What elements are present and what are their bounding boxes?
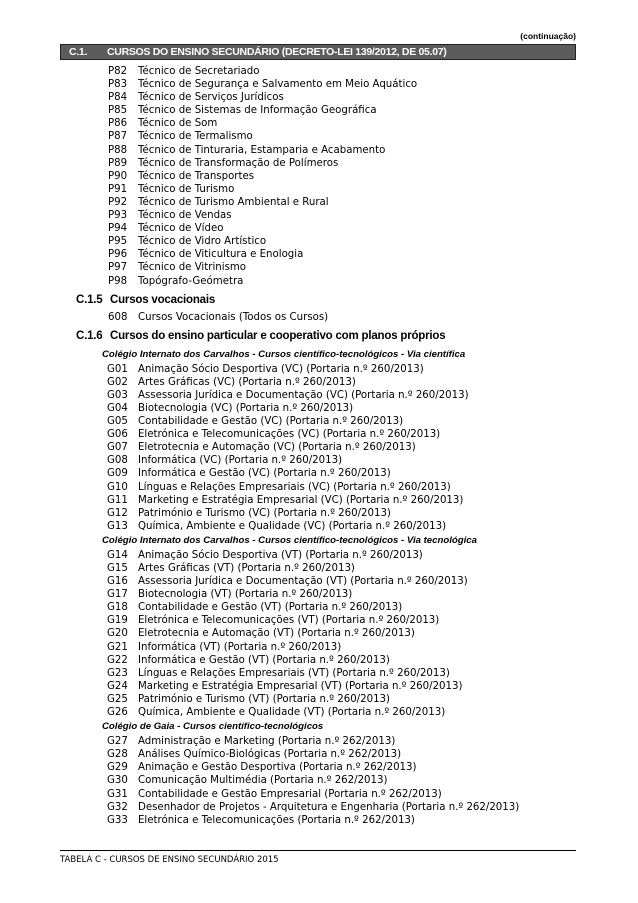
course-name: Técnico de Secretariado (138, 66, 260, 77)
course-row (0, 481, 638, 494)
course-row (0, 389, 638, 402)
course-row (0, 363, 638, 376)
course-name: Técnico de Vidro Artístico (138, 236, 267, 248)
course-name: Artes Gráficas (VT) (Portaria n.º 260/2013) (138, 563, 355, 574)
course-name: Administração e Marketing (Portaria n.º 262/2013) (138, 736, 396, 748)
course-code: G20 (107, 628, 128, 640)
section-number: C.1.6 (76, 329, 103, 342)
course-row (0, 814, 638, 827)
course-name: Técnico de Turismo Ambiental e Rural (138, 196, 329, 208)
section-title: Cursos do ensino particular e cooperativo com planos próprios (110, 329, 446, 342)
course-code: G15 (107, 563, 128, 574)
course-row (0, 78, 638, 91)
course-code: G21 (107, 641, 128, 653)
course-code: P96 (108, 249, 128, 261)
course-row (0, 235, 638, 248)
course-name: Técnico de Segurança e Salvamento em Meio Aquático (138, 79, 418, 91)
course-row (0, 774, 638, 787)
course-row (0, 441, 638, 454)
course-row (0, 117, 638, 130)
course-code: P89 (108, 157, 128, 169)
course-name: Animação e Gestão Desportiva (Portaria n.º 262/2013) (138, 762, 417, 774)
course-code: G24 (107, 680, 128, 692)
course-name: Eletrotecnia e Automação (VC) (Portaria n.º 260/2013) (138, 442, 416, 454)
banner-code: C.1. (69, 46, 88, 58)
course-name: Línguas e Relações Empresariais (VT) (Portaria n.º 260/2013) (138, 667, 450, 679)
course-row (0, 761, 638, 774)
course-row (0, 428, 638, 441)
course-name: Assessoria Jurídica e Documentação (VC) (Portaria n.º 260/2013) (138, 389, 469, 401)
course-code: G06 (107, 429, 128, 441)
course-code: P98 (108, 275, 128, 287)
course-row (0, 65, 638, 78)
course-name: Análises Químico-Biológicas (Portaria n.º 262/2013) (138, 749, 402, 761)
group-title (0, 719, 638, 735)
course-row (0, 261, 638, 274)
course-code: P93 (108, 210, 128, 222)
course-name: Contabilidade e Gestão (VC) (Portaria n.º 260/2013) (138, 416, 404, 428)
course-code: G08 (107, 455, 128, 467)
course-code: G26 (107, 707, 128, 719)
course-row (0, 415, 638, 428)
course-row (0, 801, 638, 814)
course-name: Eletrotecnia e Automação (VT) (Portaria n.º 260/2013) (138, 628, 415, 640)
course-row (0, 507, 638, 520)
course-code: P86 (108, 118, 128, 130)
course-row (0, 275, 638, 288)
course-code: G19 (107, 615, 128, 627)
course-name: Biotecnologia (VT) (Portaria n.º 260/2013) (138, 589, 353, 601)
course-row (0, 520, 638, 533)
course-code: G04 (107, 402, 128, 414)
course-code: G02 (107, 376, 128, 388)
course-name: Informática e Gestão (VT) (Portaria n.º 260/2013) (138, 654, 390, 666)
section-number: C.1.5 (76, 293, 103, 306)
course-row (0, 196, 638, 209)
course-name: Património e Turismo (VT) (Portaria n.º 260/2013) (138, 693, 391, 705)
course-row (0, 788, 638, 801)
course-name: Informática (VT) (Portaria n.º 260/2013) (138, 641, 342, 653)
banner-title: CURSOS DO ENSINO SECUNDÁRIO (DECRETO-LEI 139/2012, DE 05.07) (107, 46, 447, 58)
course-code: G10 (107, 481, 128, 493)
course-code: P97 (108, 262, 128, 274)
course-code: G09 (107, 468, 128, 480)
group-title (0, 533, 638, 549)
professional-course-list (0, 65, 638, 288)
course-row (0, 667, 638, 680)
course-name: Artes Gráficas (VC) (Portaria n.º 260/2013) (138, 376, 356, 388)
course-code: G14 (107, 549, 128, 561)
course-code: G13 (107, 520, 128, 532)
course-row (0, 680, 638, 693)
course-row (0, 641, 638, 654)
course-code: G12 (107, 507, 128, 519)
course-name: Técnico de Som (138, 118, 218, 130)
course-name: Química, Ambiente e Qualidade (VC) (Portaria n.º 260/2013) (138, 520, 447, 532)
page-footer: TABELA C - CURSOS DE ENSINO SECUNDÁRIO 2015 (60, 855, 279, 865)
group-title-text: Colégio Internato dos Carvalhos - Cursos científico-tecnológicos - Via tecnológica (102, 534, 477, 546)
course-row (0, 693, 638, 706)
course-code: P94 (108, 223, 128, 235)
section-heading-c16 (0, 324, 638, 347)
course-name: Técnico de Viticultura e Enologia (138, 249, 304, 261)
course-code: G33 (107, 814, 128, 826)
course-code: G18 (107, 602, 128, 614)
course-name: Informática e Gestão (VC) (Portaria n.º 260/2013) (138, 468, 391, 480)
course-code: G05 (107, 416, 128, 428)
section-heading-c15 (0, 288, 638, 311)
course-code: P87 (108, 131, 128, 143)
course-code: G01 (107, 363, 128, 375)
course-code: G16 (107, 576, 128, 588)
course-code: P85 (108, 105, 128, 117)
course-row (0, 157, 638, 170)
course-code: G23 (107, 667, 128, 679)
course-code: P88 (108, 144, 128, 156)
course-name: Topógrafo-Geómetra (138, 275, 244, 287)
course-name: Informática (VC) (Portaria n.º 260/2013) (138, 455, 343, 467)
course-name: Contabilidade e Gestão (VT) (Portaria n.º 260/2013) (138, 602, 403, 614)
group-title-text: Colégio Internato dos Carvalhos - Cursos científico-tecnológicos - Via científica (102, 348, 466, 360)
course-row (0, 144, 638, 157)
course-row (0, 170, 638, 183)
section-banner (60, 44, 576, 60)
course-row (0, 706, 638, 719)
course-name: Técnico de Vendas (138, 210, 232, 222)
course-row (0, 614, 638, 627)
course-code: G11 (107, 494, 128, 506)
course-name: Património e Turismo (VC) (Portaria n.º 260/2013) (138, 507, 391, 519)
course-name: Marketing e Estratégia Empresarial (VT) (Portaria n.º 260/2013) (138, 680, 463, 692)
course-name: Técnico de Tinturaria, Estamparia e Acabamento (138, 144, 386, 156)
course-code: G30 (107, 775, 128, 787)
course-name: Eletrónica e Telecomunicações (VT) (Portaria n.º 260/2013) (138, 615, 440, 627)
course-code: G17 (107, 589, 128, 601)
course-row (0, 735, 638, 748)
course-name: Biotecnologia (VC) (Portaria n.º 260/2013) (138, 402, 354, 414)
course-list (0, 65, 638, 827)
course-code: G29 (107, 762, 128, 774)
course-name: Eletrónica e Telecomunicações (VC) (Portaria n.º 260/2013) (138, 429, 441, 441)
course-row (0, 562, 638, 575)
course-name: Contabilidade e Gestão Empresarial (Portaria n.º 262/2013) (138, 788, 442, 800)
course-row (0, 402, 638, 415)
course-code: G27 (107, 736, 128, 748)
course-row (0, 601, 638, 614)
course-code: P84 (108, 92, 128, 104)
course-code: G25 (107, 693, 128, 705)
course-name: Técnico de Turismo (138, 183, 235, 195)
course-row (0, 222, 638, 235)
course-row (0, 454, 638, 467)
course-row (0, 588, 638, 601)
course-code: G03 (107, 389, 128, 401)
course-name: Animação Sócio Desportiva (VC) (Portaria n.º 260/2013) (138, 363, 424, 375)
course-code: G28 (107, 749, 128, 761)
course-name: Técnico de Transportes (138, 170, 255, 182)
course-row (0, 91, 638, 104)
course-code: P83 (108, 79, 128, 91)
course-code: G32 (107, 801, 128, 813)
course-row (0, 209, 638, 222)
course-code: 608 (108, 311, 128, 323)
group-title-text: Colégio de Gaia - Cursos científico-tecnológicos (102, 721, 324, 733)
private-course-groups (0, 347, 638, 827)
course-row (0, 130, 638, 143)
course-code: P82 (108, 66, 128, 77)
course-code: G22 (107, 654, 128, 666)
course-name: Técnico de Vídeo (138, 223, 224, 235)
course-row (0, 376, 638, 389)
course-row (0, 248, 638, 261)
course-name: Técnico de Termalismo (138, 131, 253, 143)
course-code: P91 (108, 183, 128, 195)
course-code: P95 (108, 236, 128, 248)
group-title (0, 347, 638, 363)
course-row (0, 575, 638, 588)
course-row (0, 748, 638, 761)
vocational-course-list (0, 311, 638, 324)
course-name: Química, Ambiente e Qualidade (VT) (Portaria n.º 260/2013) (138, 707, 446, 719)
course-name: Animação Sócio Desportiva (VT) (Portaria n.º 260/2013) (138, 549, 423, 561)
course-row (0, 549, 638, 562)
course-code: G31 (107, 788, 128, 800)
course-name: Técnico de Serviços Jurídicos (138, 92, 284, 104)
section-title: Cursos vocacionais (110, 293, 216, 306)
course-code: G07 (107, 442, 128, 454)
course-name: Comunicação Multimédia (Portaria n.º 262/2013) (138, 775, 388, 787)
course-code: P90 (108, 170, 128, 182)
course-name: Técnico de Vitrinismo (138, 262, 247, 274)
course-name: Cursos Vocacionais (Todos os Cursos) (138, 311, 329, 323)
course-name: Assessoria Jurídica e Documentação (VT) (Portaria n.º 260/2013) (138, 576, 468, 588)
course-name: Técnico de Transformação de Polímeros (138, 157, 339, 169)
course-row (0, 467, 638, 480)
course-name: Marketing e Estratégia Empresarial (VC) (Portaria n.º 260/2013) (138, 494, 464, 506)
course-name: Técnico de Sistemas de Informação Geográfica (138, 105, 377, 117)
continuation-label: (continuação) (520, 31, 576, 41)
course-row (0, 627, 638, 640)
footer-rule (60, 850, 576, 851)
course-row (0, 104, 638, 117)
course-row (0, 494, 638, 507)
course-code: P92 (108, 196, 128, 208)
course-row (0, 654, 638, 667)
course-name: Eletrónica e Telecomunicações (Portaria n.º 262/2013) (138, 814, 415, 826)
course-name: Desenhador de Projetos - Arquitetura e Engenharia (Portaria n.º 262/2013) (138, 801, 520, 813)
course-row (0, 311, 638, 324)
course-name: Línguas e Relações Empresariais (VC) (Portaria n.º 260/2013) (138, 481, 451, 493)
course-row (0, 183, 638, 196)
